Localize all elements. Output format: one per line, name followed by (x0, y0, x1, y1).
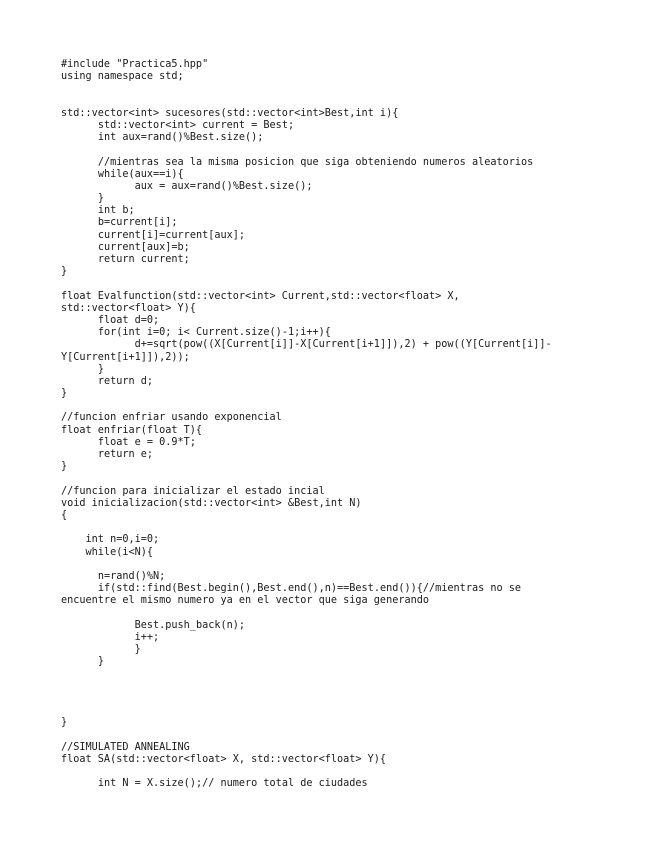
code-line (61, 766, 641, 778)
code-line: //SIMULATED ANNEALING (61, 741, 190, 753)
code-line: using namespace std; (61, 71, 184, 83)
code-line (61, 278, 641, 290)
code-line: #include "Practica5.hpp" (61, 59, 209, 70)
code-line: d+=sqrt(pow((X[Current[i]]-X[Current[i+1]]),2) + pow((Y[Current[i]]- (61, 339, 552, 351)
code-line: void inicializacion(std::vector<int> &Best,int N) (61, 497, 362, 509)
code-line: //mientras sea la misma posicion que siga obteniendo numeros aleatorios (61, 156, 534, 168)
code-line: b=current[i]; (61, 217, 178, 229)
code-line: while(i<N){ (61, 546, 154, 558)
code-line: } (61, 363, 104, 375)
code-line (61, 400, 641, 412)
code-line: float d=0; (61, 314, 160, 326)
code-line: current[aux]=b; (61, 241, 190, 253)
code-line: { (61, 509, 68, 521)
code-line: return d; (61, 375, 154, 387)
code-line: while(aux==i){ (61, 168, 184, 180)
code-line: //funcion para inicializar el estado incial (61, 485, 325, 497)
code-line: } (61, 266, 68, 278)
code-line (61, 522, 641, 534)
code-line: float e = 0.9*T; (61, 436, 196, 448)
code-line: } (61, 644, 141, 655)
code-line: } (61, 461, 68, 473)
code-line (61, 729, 641, 741)
code-line: encuentre el mismo numero ya en el vector que siga generando (61, 595, 430, 607)
code-line (61, 144, 641, 156)
code-line: float enfriar(float T){ (61, 424, 203, 436)
code-line: } (61, 388, 68, 400)
code-line: std::vector<int> sucesores(std::vector<int>Best,int i){ (61, 107, 399, 119)
code-line (61, 705, 641, 717)
code-line (61, 473, 641, 485)
code-line: return current; (61, 254, 190, 265)
code-line: } (61, 717, 68, 729)
code-line: n=rand()%N; (61, 570, 166, 582)
code-line: Best.push_back(n); (61, 619, 246, 631)
code-line: int N = X.size();// numero total de ciudades (61, 778, 368, 790)
code-line: aux = aux=rand()%Best.size(); (61, 180, 313, 192)
code-line: } (61, 193, 104, 205)
code-line: for(int i=0; i< Current.size()-1;i++){ (61, 327, 331, 339)
code-line (61, 559, 641, 571)
code-line: std::vector<int> current = Best; (61, 119, 295, 131)
code-line: } (61, 656, 104, 668)
code-line (61, 96, 641, 108)
code-line: i++; (61, 631, 160, 643)
code-line: int b; (61, 205, 135, 217)
code-line: float SA(std::vector<float> X, std::vector<float> Y){ (61, 753, 387, 765)
code-line: return e; (61, 449, 154, 460)
code-line: Y[Current[i+1]]),2)); (61, 351, 190, 363)
code-line: std::vector<float> Y){ (61, 302, 196, 314)
code-line: current[i]=current[aux]; (61, 229, 246, 241)
code-line: int aux=rand()%Best.size(); (61, 132, 264, 144)
code-line: //funcion enfriar usando exponencial (61, 412, 282, 424)
code-line: if(std::find(Best.begin(),Best.end(),n)==Best.end()){//mientras no se (61, 583, 522, 595)
code-line: float Evalfunction(std::vector<int> Current,std::vector<float> X, (61, 290, 460, 302)
code-line (61, 693, 641, 705)
code-line (61, 681, 641, 693)
source-code (61, 59, 641, 790)
code-line (61, 668, 641, 680)
code-line (61, 607, 641, 619)
code-line: int n=0,i=0; (61, 534, 160, 546)
code-line (61, 83, 641, 95)
